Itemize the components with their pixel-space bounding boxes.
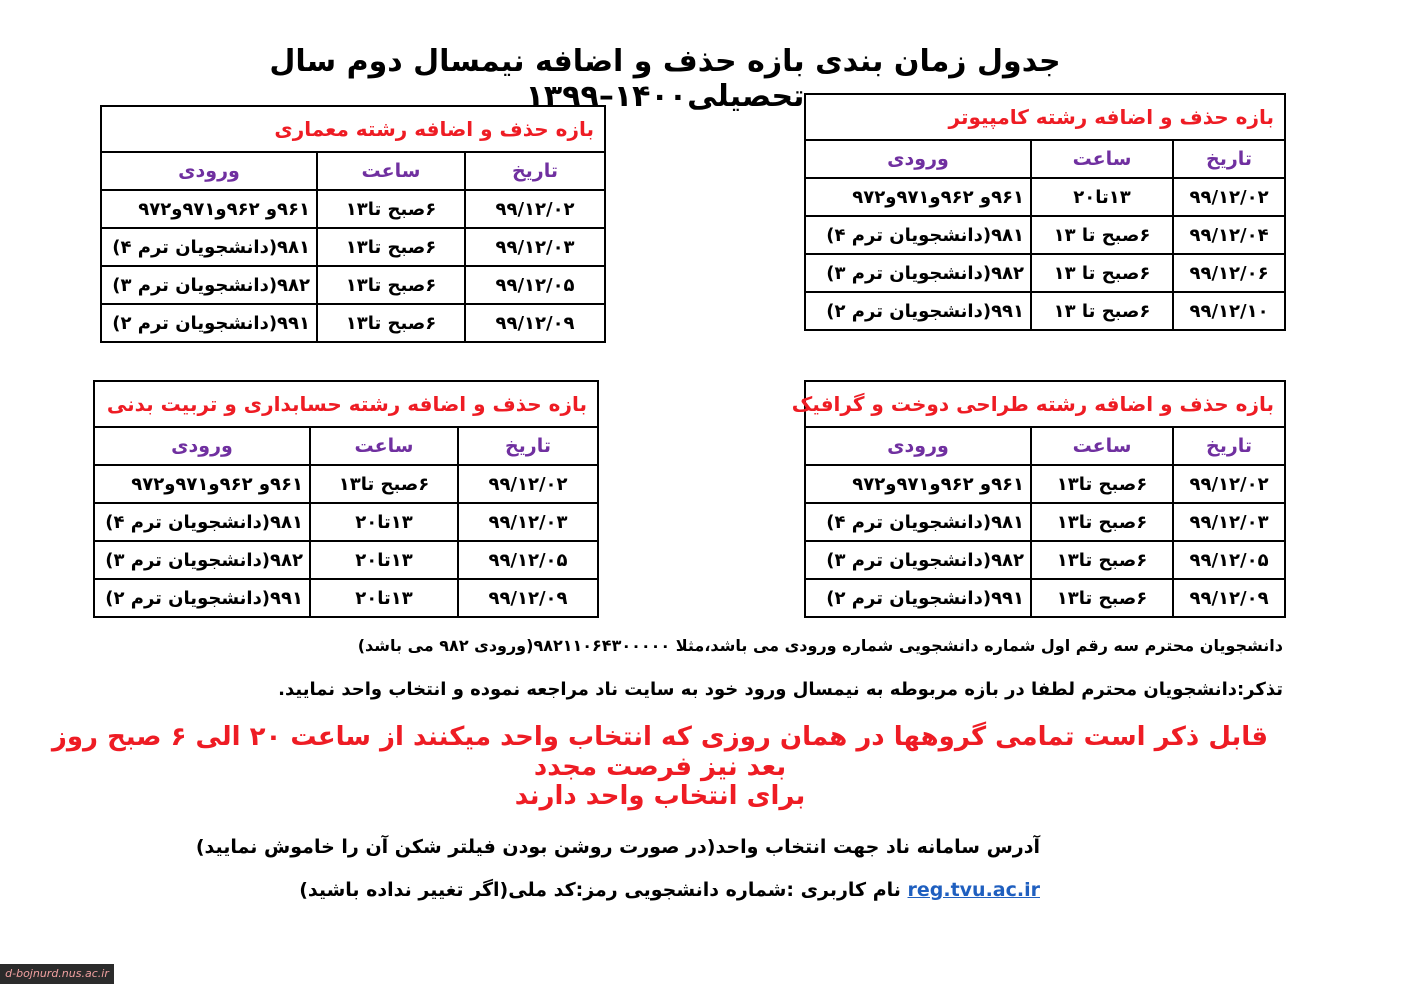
entry-cell: ۹۸۱(دانشجویان ترم ۴) — [805, 216, 1031, 254]
table-row — [805, 465, 1285, 503]
table-row — [94, 465, 598, 503]
table-row — [805, 216, 1285, 254]
entry-cell: ۹۸۱(دانشجویان ترم ۴) — [94, 503, 310, 541]
entry-cell: ۹۶۱و ۹۶۲و۹۷۱و۹۷۲ — [805, 465, 1031, 503]
date-cell: ۹۹/۱۲/۰۹ — [458, 579, 598, 617]
date-cell: ۹۹/۱۲/۰۲ — [458, 465, 598, 503]
table-computer — [804, 93, 1286, 331]
hour-cell: ۱۳تا۲۰ — [1031, 178, 1173, 216]
login-info — [280, 879, 1040, 901]
site-watermark: d-bojnurd.nus.ac.ir — [0, 964, 114, 984]
table-accounting-pe — [93, 380, 599, 618]
hour-cell: ۱۳تا۲۰ — [310, 541, 458, 579]
column-header-date: تاریخ — [1173, 427, 1285, 465]
hour-cell: ۱۳تا۲۰ — [310, 503, 458, 541]
hour-cell: ۶صبح تا۱۳ — [317, 266, 465, 304]
hour-cell: ۶صبح تا۱۳ — [1031, 541, 1173, 579]
date-cell: ۹۹/۱۲/۰۶ — [1173, 254, 1285, 292]
date-cell: ۹۹/۱۲/۰۲ — [1173, 178, 1285, 216]
hour-cell: ۶صبح تا۱۳ — [317, 190, 465, 228]
entry-cell: ۹۸۲(دانشجویان ترم ۳) — [101, 266, 317, 304]
hour-cell: ۶صبح تا ۱۳ — [1031, 216, 1173, 254]
table-row — [101, 228, 605, 266]
date-cell: ۹۹/۱۲/۰۳ — [1173, 503, 1285, 541]
entry-cell: ۹۹۱(دانشجویان ترم ۲) — [805, 579, 1031, 617]
table-row — [94, 503, 598, 541]
extra-time-notice-line1: قابل ذکر است تمامی گروهها در همان روزی که انتخاب واحد میکنند از ساعت ۲۰ الی ۶ صبح روز بعد نیز فرصت مجدد — [51, 722, 1269, 782]
table-row — [805, 579, 1285, 617]
table-row — [805, 503, 1285, 541]
system-address-note: آدرس سامانه ناد جهت انتخاب واحد(در صورت روشن بودن فیلتر شکن آن را خاموش نمایید) — [195, 836, 1040, 858]
column-header-date: تاریخ — [1173, 140, 1285, 178]
column-header-date: تاریخ — [465, 152, 605, 190]
column-header-entry: ورودی — [94, 427, 310, 465]
date-cell: ۹۹/۱۲/۰۳ — [465, 228, 605, 266]
table-heading: بازه حذف و اضافه رشته طراحی دوخت و گرافیک — [805, 381, 1285, 427]
column-header-hour: ساعت — [1031, 140, 1173, 178]
table-row — [101, 266, 605, 304]
table-row — [805, 541, 1285, 579]
entry-cell: ۹۶۱و ۹۶۲و۹۷۱و۹۷۲ — [94, 465, 310, 503]
date-cell: ۹۹/۱۲/۰۴ — [1173, 216, 1285, 254]
entry-cell: ۹۸۲(دانشجویان ترم ۳) — [805, 541, 1031, 579]
hour-cell: ۶صبح تا ۱۳ — [1031, 254, 1173, 292]
column-header-hour: ساعت — [317, 152, 465, 190]
entry-cell: ۹۹۱(دانشجویان ترم ۲) — [94, 579, 310, 617]
entry-cell: ۹۹۱(دانشجویان ترم ۲) — [101, 304, 317, 342]
entry-cell: ۹۸۲(دانشجویان ترم ۳) — [805, 254, 1031, 292]
hour-cell: ۶صبح تا۱۳ — [1031, 503, 1173, 541]
entry-cell: ۹۶۱و ۹۶۲و۹۷۱و۹۷۲ — [101, 190, 317, 228]
entry-cell: ۹۸۲(دانشجویان ترم ۳) — [94, 541, 310, 579]
table-heading: بازه حذف و اضافه رشته معماری — [101, 106, 605, 152]
column-header-hour: ساعت — [1031, 427, 1173, 465]
table-row — [101, 304, 605, 342]
hour-cell: ۶صبح تا۱۳ — [310, 465, 458, 503]
column-header-entry: ورودی — [805, 140, 1031, 178]
hour-cell: ۶صبح تا۱۳ — [1031, 579, 1173, 617]
credentials-text: نام کاربری :شماره دانشجویی رمز:کد ملی(اگر تغییر نداده باشید) — [299, 879, 908, 901]
table-fashion-graphic — [791, 380, 1286, 618]
table-heading: بازه حذف و اضافه رشته حسابداری و تربیت بدنی — [94, 381, 598, 427]
column-header-entry: ورودی — [805, 427, 1031, 465]
hour-cell: ۶صبح تا۱۳ — [317, 304, 465, 342]
student-number-note: دانشجویان محترم سه رقم اول شماره دانشجویی شماره ورودی می باشد،مثلا ۹۸۲۱۱۰۶۴۳۰۰۰۰۰(ورودی ۹۸۲ می باشد) — [357, 636, 1283, 655]
table-row — [94, 579, 598, 617]
hour-cell: ۶صبح تا ۱۳ — [1031, 292, 1173, 330]
date-cell: ۹۹/۱۲/۰۵ — [458, 541, 598, 579]
reminder-note: تذکر:دانشجویان محترم لطفا در بازه مربوطه به نیمسال ورود خود به سایت ناد مراجعه نموده و انتخاب واحد نمایید. — [278, 679, 1283, 700]
table-row — [805, 292, 1285, 330]
table-row — [101, 190, 605, 228]
date-cell: ۹۹/۱۲/۰۲ — [465, 190, 605, 228]
date-cell: ۹۹/۱۲/۱۰ — [1173, 292, 1285, 330]
entry-cell: ۹۹۱(دانشجویان ترم ۲) — [805, 292, 1031, 330]
registration-link[interactable]: reg.tvu.ac.ir — [907, 879, 1040, 901]
date-cell: ۹۹/۱۲/۰۹ — [465, 304, 605, 342]
entry-cell: ۹۸۱(دانشجویان ترم ۴) — [101, 228, 317, 266]
hour-cell: ۶صبح تا۱۳ — [1031, 465, 1173, 503]
entry-cell: ۹۸۱(دانشجویان ترم ۴) — [805, 503, 1031, 541]
date-cell: ۹۹/۱۲/۰۲ — [1173, 465, 1285, 503]
table-row — [805, 254, 1285, 292]
column-header-date: تاریخ — [458, 427, 598, 465]
table-architecture — [100, 105, 606, 343]
hour-cell: ۱۳تا۲۰ — [310, 579, 458, 617]
hour-cell: ۶صبح تا۱۳ — [317, 228, 465, 266]
table-heading: بازه حذف و اضافه رشته کامپیوتر — [805, 94, 1285, 140]
column-header-entry: ورودی — [101, 152, 317, 190]
column-header-hour: ساعت — [310, 427, 458, 465]
extra-time-notice-line2: برای انتخاب واحد دارند — [514, 781, 806, 811]
page-title: جدول زمان بندی بازه حذف و اضافه نیمسال دوم سال تحصیلی۱۴۰۰–۱۳۹۹ — [269, 44, 1061, 114]
date-cell: ۹۹/۱۲/۰۵ — [465, 266, 605, 304]
table-row — [94, 541, 598, 579]
date-cell: ۹۹/۱۲/۰۹ — [1173, 579, 1285, 617]
date-cell: ۹۹/۱۲/۰۵ — [1173, 541, 1285, 579]
entry-cell: ۹۶۱و ۹۶۲و۹۷۱و۹۷۲ — [805, 178, 1031, 216]
table-row — [805, 178, 1285, 216]
date-cell: ۹۹/۱۲/۰۳ — [458, 503, 598, 541]
